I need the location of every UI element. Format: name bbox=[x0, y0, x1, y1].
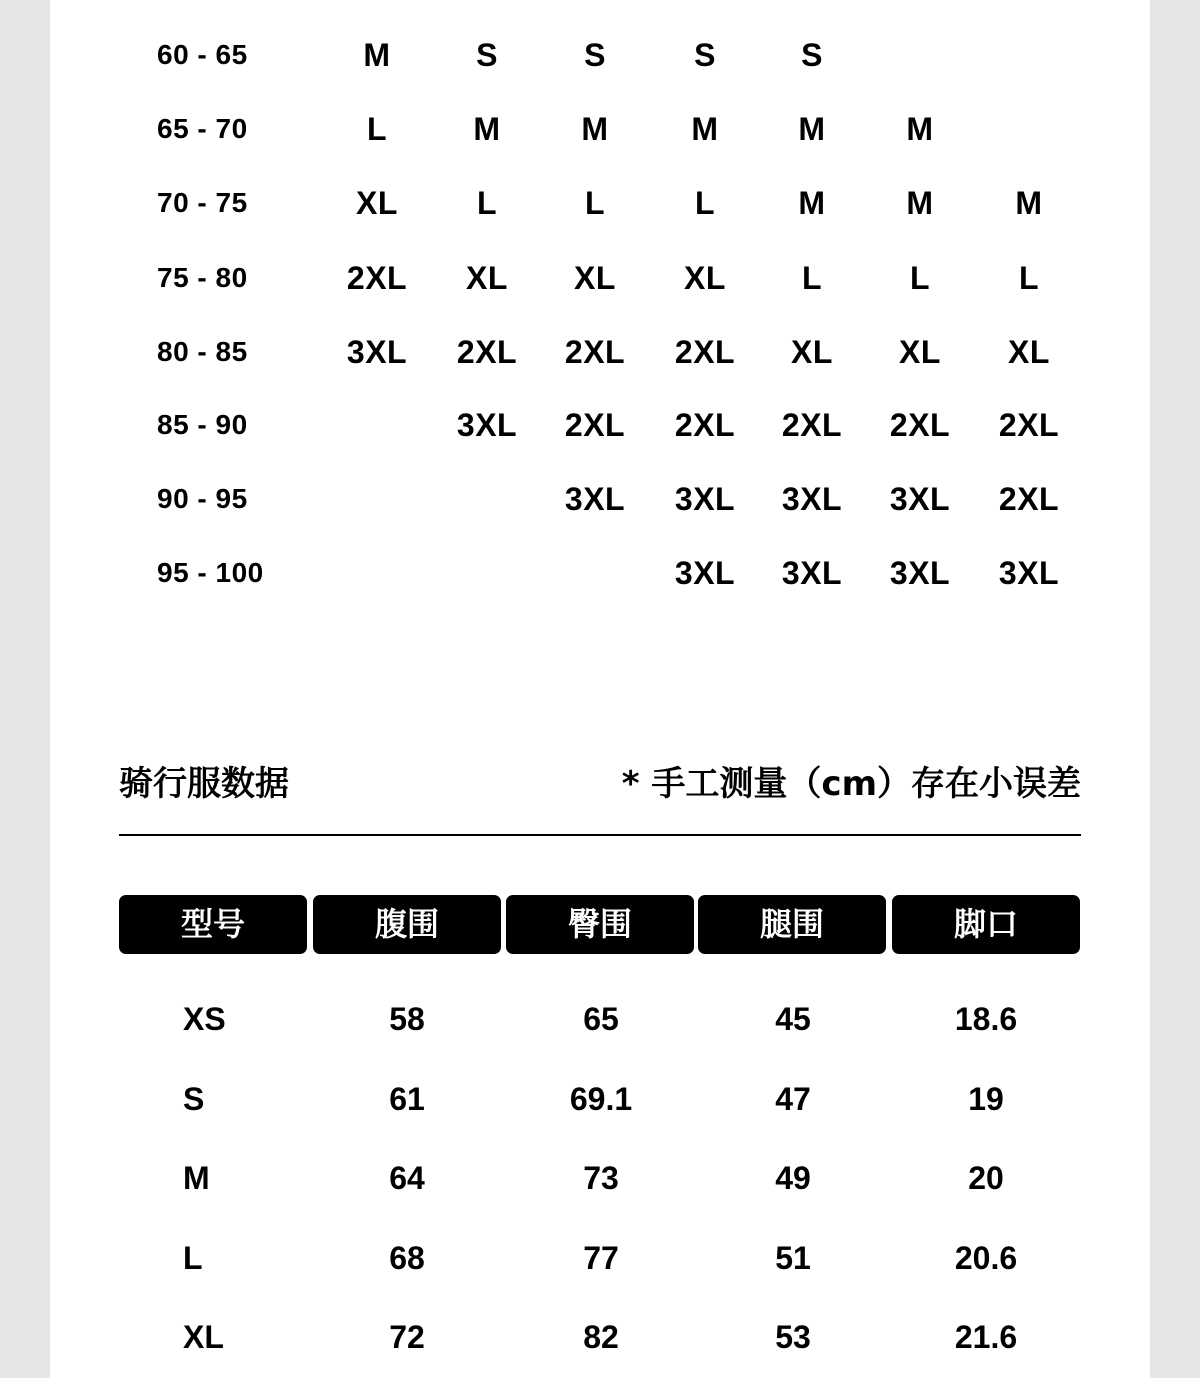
table-row bbox=[50, 997, 1150, 1041]
table-row bbox=[50, 1156, 1150, 1200]
size-cell: L bbox=[694, 185, 716, 221]
table-row bbox=[50, 1077, 1150, 1121]
size-cell: S bbox=[476, 37, 498, 73]
size-cell: XL bbox=[1008, 334, 1050, 370]
size-cell: 2XL bbox=[674, 334, 736, 370]
section-title: 骑行服数据 bbox=[119, 764, 289, 804]
thigh-value: 47 bbox=[775, 1081, 811, 1117]
size-chart-row bbox=[50, 183, 1150, 223]
size-cell: 2XL bbox=[674, 407, 736, 443]
thigh-value: 45 bbox=[775, 1001, 811, 1037]
size-cell: 2XL bbox=[998, 481, 1060, 517]
hip-value: 65 bbox=[583, 1001, 619, 1037]
size-cell: M bbox=[906, 111, 934, 147]
hip-value: 82 bbox=[583, 1319, 619, 1355]
size-chart-row bbox=[50, 35, 1150, 75]
header-cell-size: 型号 bbox=[119, 895, 307, 954]
table-row bbox=[50, 1315, 1150, 1359]
hip-value: 77 bbox=[583, 1240, 619, 1276]
size-cell: L bbox=[584, 185, 606, 221]
weight-range: 90 - 95 bbox=[157, 483, 248, 514]
header-cell-hip: 臀围 bbox=[506, 895, 694, 954]
size-cell: 2XL bbox=[781, 407, 843, 443]
size-label: XL bbox=[183, 1319, 224, 1355]
weight-range: 80 - 85 bbox=[157, 336, 248, 367]
size-cell: 2XL bbox=[889, 407, 951, 443]
size-chart-row bbox=[50, 258, 1150, 298]
size-cell: 3XL bbox=[346, 334, 408, 370]
weight-range: 95 - 100 bbox=[157, 557, 264, 588]
size-cell: S bbox=[694, 37, 716, 73]
size-cell: XL bbox=[899, 334, 941, 370]
size-cell: 3XL bbox=[781, 481, 843, 517]
weight-range: 85 - 90 bbox=[157, 409, 248, 440]
size-cell: M bbox=[581, 111, 609, 147]
weight-range: 60 - 65 bbox=[157, 39, 248, 70]
hip-value: 69.1 bbox=[569, 1081, 633, 1117]
hem-value: 18.6 bbox=[954, 1001, 1018, 1037]
size-label: XS bbox=[183, 1001, 226, 1037]
size-guide-sheet bbox=[50, 0, 1150, 1378]
thigh-value: 49 bbox=[775, 1160, 811, 1196]
weight-range: 70 - 75 bbox=[157, 187, 248, 218]
size-cell: 3XL bbox=[564, 481, 626, 517]
size-chart-row bbox=[50, 405, 1150, 445]
hem-value: 20.6 bbox=[954, 1240, 1018, 1276]
header-cell-waist: 腹围 bbox=[313, 895, 501, 954]
size-cell: L bbox=[909, 260, 931, 296]
table-row bbox=[50, 1236, 1150, 1280]
hem-value: 21.6 bbox=[954, 1319, 1018, 1355]
size-cell: M bbox=[691, 111, 719, 147]
size-chart-row bbox=[50, 109, 1150, 149]
size-cell: 3XL bbox=[889, 481, 951, 517]
size-cell: M bbox=[363, 37, 391, 73]
hem-value: 20 bbox=[968, 1160, 1004, 1196]
size-label: M bbox=[183, 1160, 210, 1196]
size-cell: XL bbox=[574, 260, 616, 296]
size-cell: 3XL bbox=[998, 555, 1060, 591]
thigh-value: 51 bbox=[775, 1240, 811, 1276]
weight-range: 65 - 70 bbox=[157, 113, 248, 144]
size-cell: S bbox=[584, 37, 606, 73]
size-label: S bbox=[183, 1081, 205, 1117]
size-cell: M bbox=[798, 111, 826, 147]
section-divider bbox=[119, 834, 1081, 836]
size-cell: 2XL bbox=[564, 407, 626, 443]
size-cell: 3XL bbox=[674, 481, 736, 517]
weight-range: 75 - 80 bbox=[157, 262, 248, 293]
hip-value: 73 bbox=[583, 1160, 619, 1196]
size-cell: L bbox=[801, 260, 823, 296]
size-cell: XL bbox=[684, 260, 726, 296]
waist-value: 72 bbox=[389, 1319, 425, 1355]
size-chart-row bbox=[50, 479, 1150, 519]
size-cell: XL bbox=[356, 185, 398, 221]
size-cell: M bbox=[1015, 185, 1043, 221]
size-cell: 2XL bbox=[346, 260, 408, 296]
header-cell-thigh: 腿围 bbox=[698, 895, 886, 954]
size-cell: 2XL bbox=[998, 407, 1060, 443]
size-cell: 3XL bbox=[674, 555, 736, 591]
size-cell: S bbox=[801, 37, 823, 73]
size-cell: XL bbox=[791, 334, 833, 370]
waist-value: 68 bbox=[389, 1240, 425, 1276]
size-cell: XL bbox=[466, 260, 508, 296]
size-cell: M bbox=[798, 185, 826, 221]
size-cell: M bbox=[906, 185, 934, 221]
size-cell: 3XL bbox=[456, 407, 518, 443]
size-chart-row bbox=[50, 332, 1150, 372]
measurement-note: * 手工测量（cm）存在小误差 bbox=[621, 764, 1081, 804]
size-cell: M bbox=[473, 111, 501, 147]
size-cell: 3XL bbox=[781, 555, 843, 591]
thigh-value: 53 bbox=[775, 1319, 811, 1355]
size-cell: 2XL bbox=[456, 334, 518, 370]
size-chart-row bbox=[50, 553, 1150, 593]
size-label: L bbox=[183, 1240, 203, 1276]
size-cell: 2XL bbox=[564, 334, 626, 370]
size-cell: L bbox=[366, 111, 388, 147]
waist-value: 61 bbox=[389, 1081, 425, 1117]
header-cell-hem: 脚口 bbox=[892, 895, 1080, 954]
waist-value: 58 bbox=[389, 1001, 425, 1037]
hem-value: 19 bbox=[968, 1081, 1004, 1117]
waist-value: 64 bbox=[389, 1160, 425, 1196]
size-cell: L bbox=[1018, 260, 1040, 296]
size-cell: 3XL bbox=[889, 555, 951, 591]
size-cell: L bbox=[476, 185, 498, 221]
